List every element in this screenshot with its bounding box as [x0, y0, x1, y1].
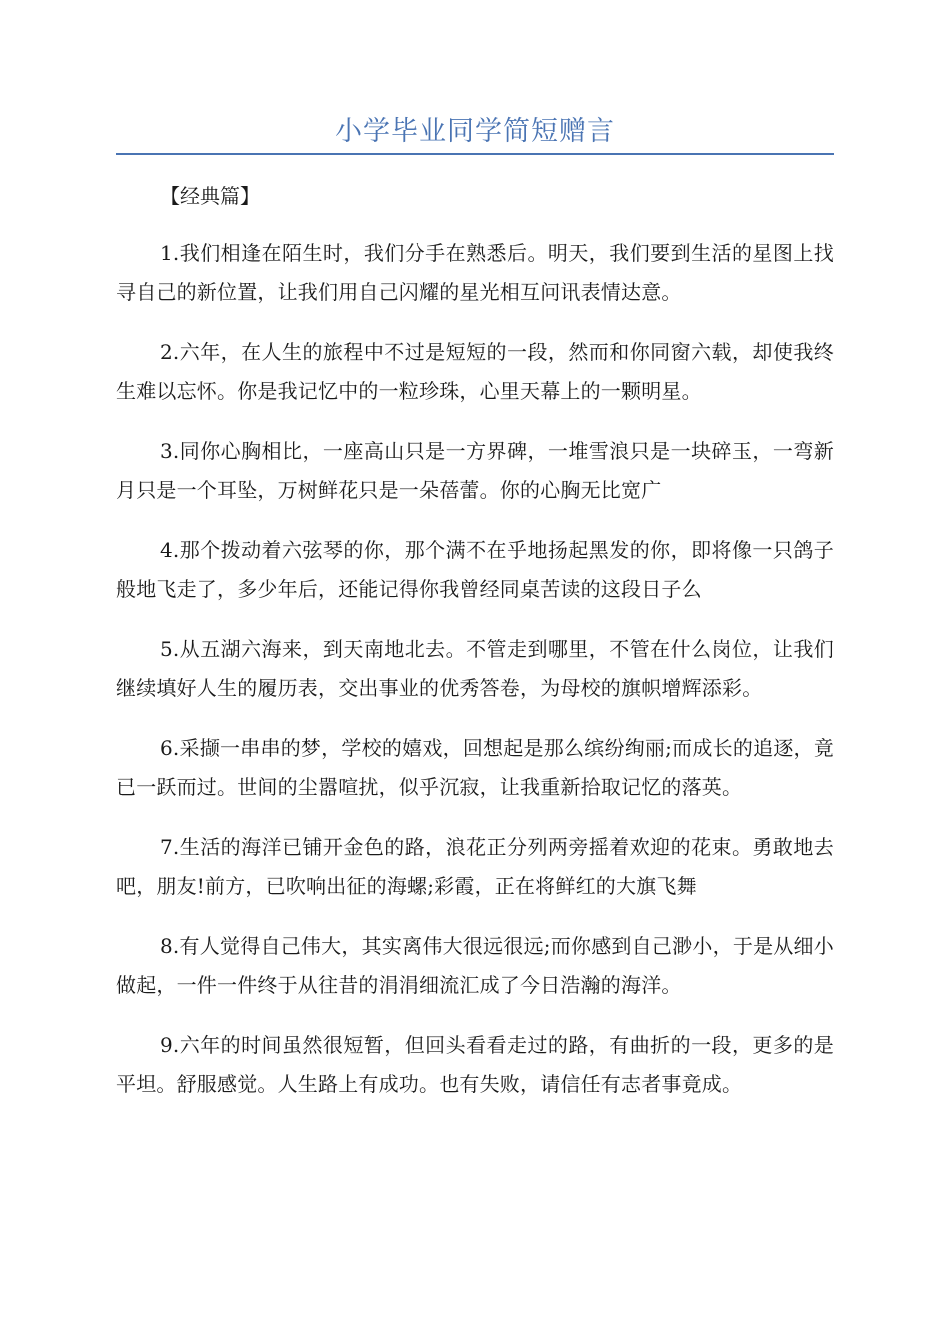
paragraph-3: 3.同你心胸相比，一座高山只是一方界碑，一堆雪浪只是一块碎玉，一弯新月只是一个耳坠，万树鲜花只是一朵蓓蕾。你的心胸无比宽广 — [116, 439, 834, 502]
paragraph-9: 9.六年的时间虽然很短暂，但回头看看走过的路，有曲折的一段，更多的是平坦。舒服感觉。人生路上有成功。也有失败，请信任有志者事竟成。 — [116, 1033, 834, 1096]
title-underline — [116, 153, 834, 155]
paragraph-2: 2.六年，在人生的旅程中不过是短短的一段，然而和你同窗六载，却使我终生难以忘怀。你是我记忆中的一粒珍珠，心里天幕上的一颗明星。 — [116, 340, 834, 403]
page-title: 小学毕业同学简短赠言 — [335, 116, 615, 147]
paragraph-1: 1.我们相逢在陌生时，我们分手在熟悉后。明天，我们要到生活的星图上找寻自己的新位置，让我们用自己闪耀的星光相互问讯表情达意。 — [116, 241, 834, 304]
section-heading: 【经典篇】 — [160, 184, 260, 208]
paragraph-6: 6.采撷一串串的梦，学校的嬉戏，回想起是那么缤纷绚丽;而成长的追逐，竟已一跃而过。世间的尘嚣喧扰，似乎沉寂，让我重新拾取记忆的落英。 — [116, 736, 834, 799]
paragraph-7: 7.生活的海洋已铺开金色的路，浪花正分列两旁摇着欢迎的花束。勇敢地去吧，朋友!前方，已吹响出征的海螺;彩霞，正在将鲜红的大旗飞舞 — [116, 835, 834, 898]
paragraph-5: 5.从五湖六海来，到天南地北去。不管走到哪里，不管在什么岗位，让我们继续填好人生的履历表，交出事业的优秀答卷，为母校的旗帜增辉添彩。 — [116, 637, 834, 700]
document-body — [116, 176, 834, 1125]
paragraph-4: 4.那个拨动着六弦琴的你，那个满不在乎地扬起黑发的你，即将像一只鸽子般地飞走了，多少年后，还能记得你我曾经同桌苦读的这段日子么 — [116, 538, 834, 601]
paragraph-8: 8.有人觉得自己伟大，其实离伟大很远很远;而你感到自己渺小，于是从细小做起，一件一件终于从往昔的涓涓细流汇成了今日浩瀚的海洋。 — [116, 934, 834, 997]
